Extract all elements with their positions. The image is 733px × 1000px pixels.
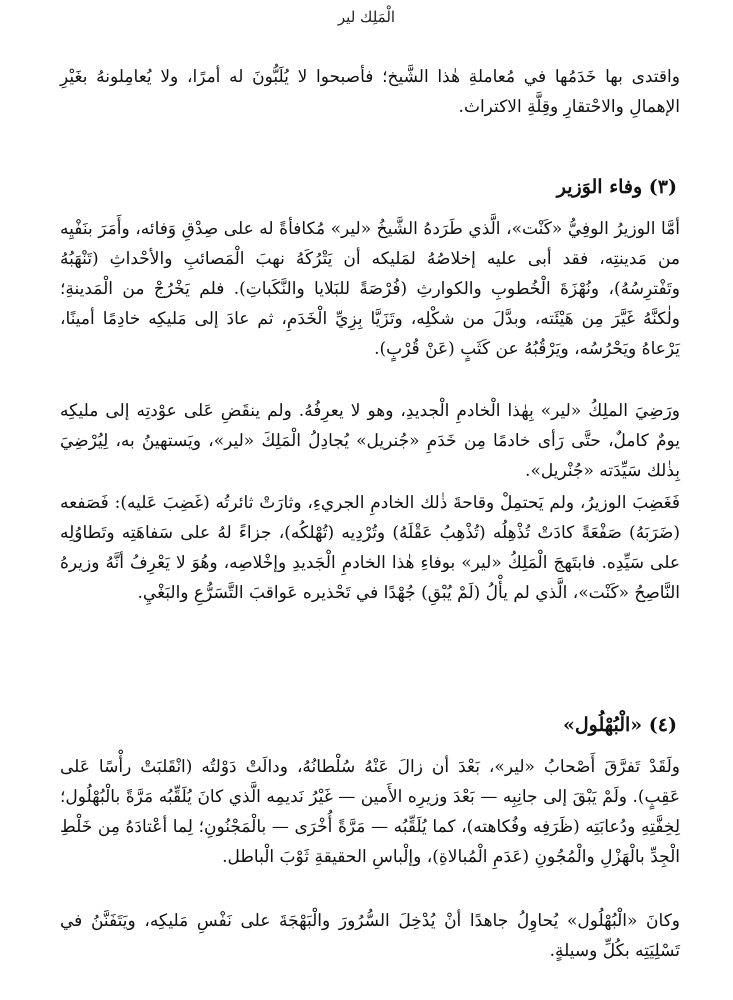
running-header: الْمَلِك لير [337,8,396,26]
section-heading-4: (٤) «الْبُهْلُول» [562,714,677,736]
section-heading-3: (٣) وفاء الوَزير [556,176,677,198]
paragraph-6: وكانَ «الْبُهْلُول» يُحاوِلُ جاهدًا أنْ يُدْخِلَ السُّرُورَ والْبَهْجَةَ على نَفْسِ مَليكِه، ويَتَفَنَّنُ في تَسْلِيَتِه بكُلِّ وسيلةٍ. [60,911,680,961]
paragraph-3: ورَضِيَ الملِكُ «لير» بِهٰذا الْخادمِ الْجديدِ، وهو لا يعرِفُهُ. ولم ينقَضِ عَلى عوْدتِه إلى مليكِه يومٌ كاملٌ، حتَّى رَأى خادمًا مِن خَدَمِ «جُنريل» يُجادِلُ الْمَلِكَ «لير»، ويَستهينُ به، لِيُرْضِيَ بِذٰلك سَيِّدَته «جُنْريل». [60,401,680,481]
paragraph-1: واقتدى بها خَدَمُها في مُعاملةِ هٰذا الشَّيخ؛ فأصبحوا لا يُلَبُّونَ له أمرًا، ولا يُعامِلونهُ بغَيْرِ الإهمالِ والاحْتقارِ وقِلَّةِ الاكتراث. [60,67,680,117]
paragraph-2: أمَّا الوزيرُ الوفِيُّ «كَنْت»، الَّذي طَرَدهُ الشَّيخُ «لير» مُكافأةً له على صِدْقِ وَفائه، وأَمَرَ بنَفْيِه من مَدينتِه، فقد أبى عليه إخلاصُهُ لمَليكه أن يَتْرُكَهُ نهبَ الْمَصائبِ والأحْداثِ (تَنْهَبُهُ وتَفْترِسُهُ)، ونُهْزَةَ الْخُطوبِ والكوارثِ (فُرْصَةً للبَلايا والنَّكَباتِ). فلم يَخْرُجْ من الْمَدينةِ؛ ولٰكنَّهُ غَيَّرَ مِن هَيْئَته، وبدَّلَ من شكْلِه، وتَزَيَّا بِزِيِّ الْخَدَمِ، ثم عادَ إلى مَليكِه خادِمًا أمينًا، يَرْعاهُ ويَحْرُسُه، ويَرْقُبُهُ عن كَثَبٍ (عَنْ قُرْبٍ). [60,219,680,359]
paragraph-5: ولَقَدْ تَفرَّقَ أَصْحابُ «لير»، بَعْدَ أن زالَ عَنْهُ سُلْطانُهُ، ودالَتْ دَوْلتُه (انْقَلبَتْ رأْسًا عَلى عَقِبٍ). ولَمْ يَبْقَ إلى جانِبِه — بَعْدَ وزيرِه الأَمين — غَيْرُ نَديمِه الَّذي كانَ يُلَقِّبُه مَرَّةً بالْبُهْلُول؛ لِخِفَّتِهِ ودُعابَتِه (ظَرَفِه وفُكاهته)، كما يُلَقِّبُه — مَرَّةً أُخْرَى — بالْمَجْنُونِ؛ لِما أعْتادَهُ مِن خَلْطِ الْجِدِّ بالْهَزْلِ والْمُجُونِ (عَدَمِ الْمُبالاةِ)، وإلْباسِ الحقيقةِ ثَوْبَ الْباطل. [60,757,680,867]
paragraph-4: فَغَضِبَ الوزيرُ، ولم يَحتمِلْ وقاحةَ ذٰلك الخادمِ الجريءِ، وثارَتْ ثائرتُه (غَضِبَ عَليه): فَصَفعه (ضَرَبَهُ) صَفْعَةً كادَتْ تُذْهِلُه (تُذْهِبُ عَقْلَهُ) وتُرْدِيه (تُهْلكُه)، جزاءً لهُ على سَفاهَتِه وتَطاوُلِه على سَيِّدِه. فابتَهجَ الْمَلِكُ «لير» بوفاءِ هٰذا الخادمِ الْجَديدِ وإخْلاصِه، وهُوَ لا يَعْرِفُ أنَّهُ وزيرهُ النَّاصِحُ «كَنْت»، الَّذي لم يأْلُ (لَمْ يُبْقِ) جُهْدًا في تَحْذيره عَواقبَ التَّسَرُّعِ والبَغْيِ. [60,493,680,603]
